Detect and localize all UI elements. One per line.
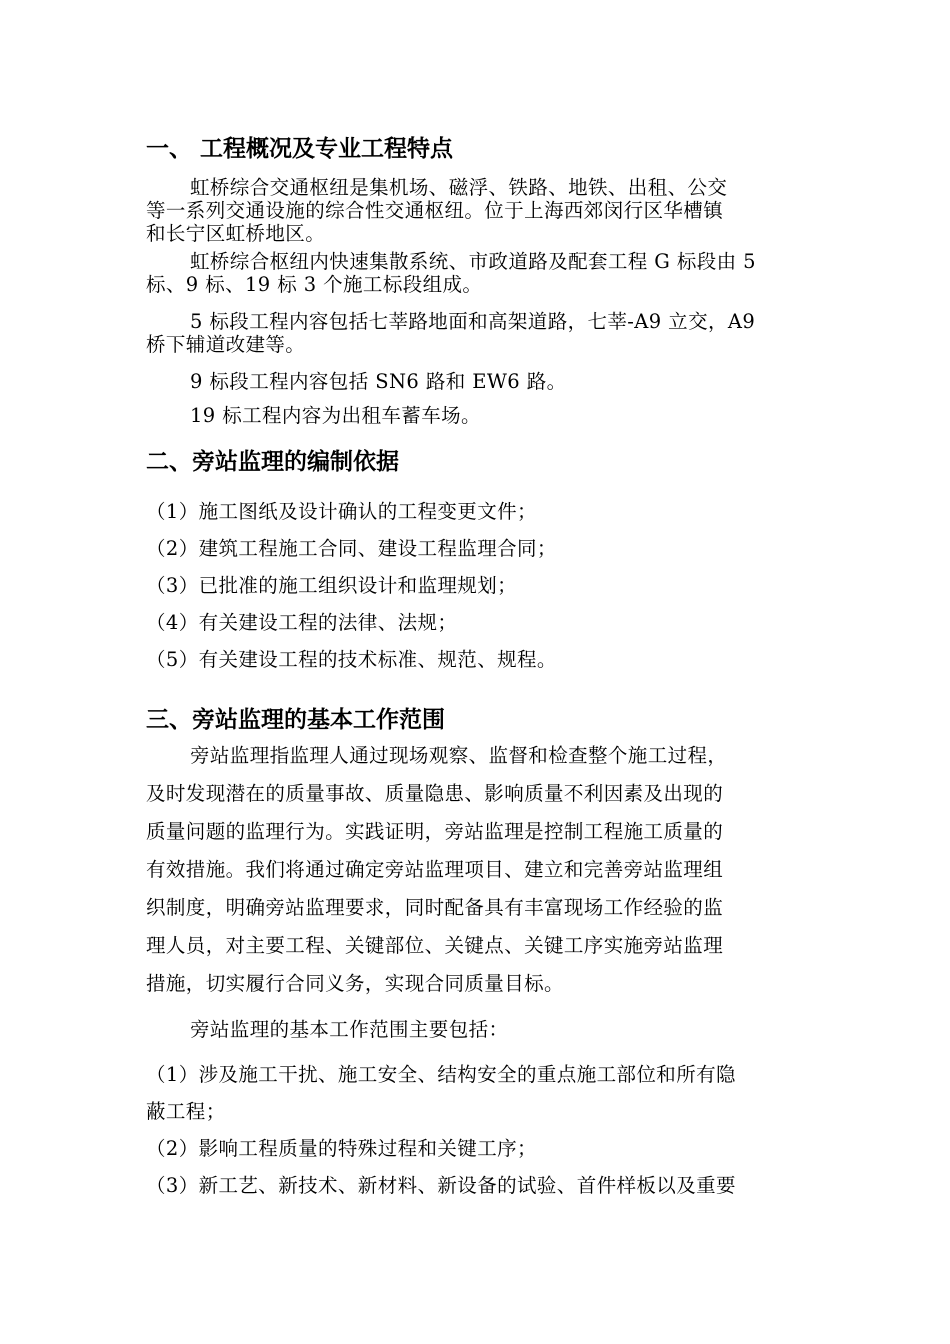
s1-para5: 19 标工程内容为出租车蓄车场。 [190, 404, 481, 427]
s1-para2-line1: 虹桥综合枢纽内快速集散系统、市政道路及配套工程 G 标段由 5 [190, 250, 756, 273]
s3-para1-line5: 织制度，明确旁站监理要求，同时配备具有丰富现场工作经验的监 [146, 896, 724, 919]
s3-para1-line4: 有效措施。我们将通过确定旁站监理项目、建立和完善旁站监理组 [146, 858, 724, 881]
s3-para1-line3: 质量问题的监理行为。实践证明，旁站监理是控制工程施工质量的 [146, 820, 724, 843]
s3-para1-line1: 旁站监理指监理人通过现场观察、监督和检查整个施工过程， [190, 744, 728, 767]
s3-item-2: （2）影响工程质量的特殊过程和关键工序； [146, 1137, 537, 1160]
s3-para2: 旁站监理的基本工作范围主要包括： [190, 1018, 509, 1041]
s3-para1-line7: 措施，切实履行合同义务，实现合同质量目标。 [146, 972, 564, 995]
s3-item-1-line2: 蔽工程； [146, 1100, 226, 1123]
s3-item-1-line1: （1）涉及施工干扰、施工安全、结构安全的重点施工部位和所有隐 [146, 1063, 736, 1086]
section-3-heading: 三、旁站监理的基本工作范围 [146, 707, 445, 733]
s1-para1-line3: 和长宁区虹桥地区。 [146, 222, 326, 245]
s2-item-1: （1）施工图纸及设计确认的工程变更文件； [146, 500, 537, 523]
s1-para1-line2: 等一系列交通设施的综合性交通枢纽。位于上海西郊闵行区华槽镇 [146, 199, 724, 222]
s1-para4: 9 标段工程内容包括 SN6 路和 EW6 路。 [190, 370, 567, 393]
s2-item-3: （3）已批准的施工组织设计和监理规划； [146, 574, 518, 597]
s2-item-2: （2）建筑工程施工合同、建设工程监理合同； [146, 537, 557, 560]
s2-item-4: （4）有关建设工程的法律、法规； [146, 611, 458, 634]
section-2-heading: 二、旁站监理的编制依据 [146, 449, 399, 475]
s1-para3-line2: 桥下辅道改建等。 [146, 333, 306, 356]
s1-para1-line1: 虹桥综合交通枢纽是集机场、磁浮、铁路、地铁、出租、公交 [190, 176, 728, 199]
section-1-heading: 一、 工程概况及专业工程特点 [146, 136, 454, 162]
s1-para2-line2: 标、9 标、19 标 3 个施工标段组成。 [146, 273, 483, 296]
s3-para1-line6: 理人员，对主要工程、关键部位、关键点、关键工序实施旁站监理 [146, 934, 724, 957]
s1-para3-line1: 5 标段工程内容包括七莘路地面和高架道路，七莘-A9 立交，A9 [190, 310, 756, 333]
s3-item-3: （3）新工艺、新技术、新材料、新设备的试验、首件样板以及重要 [146, 1174, 736, 1197]
s3-para1-line2: 及时发现潜在的质量事故、质量隐患、影响质量不利因素及出现的 [146, 782, 724, 805]
s2-item-5: （5）有关建设工程的技术标准、规范、规程。 [146, 648, 557, 671]
